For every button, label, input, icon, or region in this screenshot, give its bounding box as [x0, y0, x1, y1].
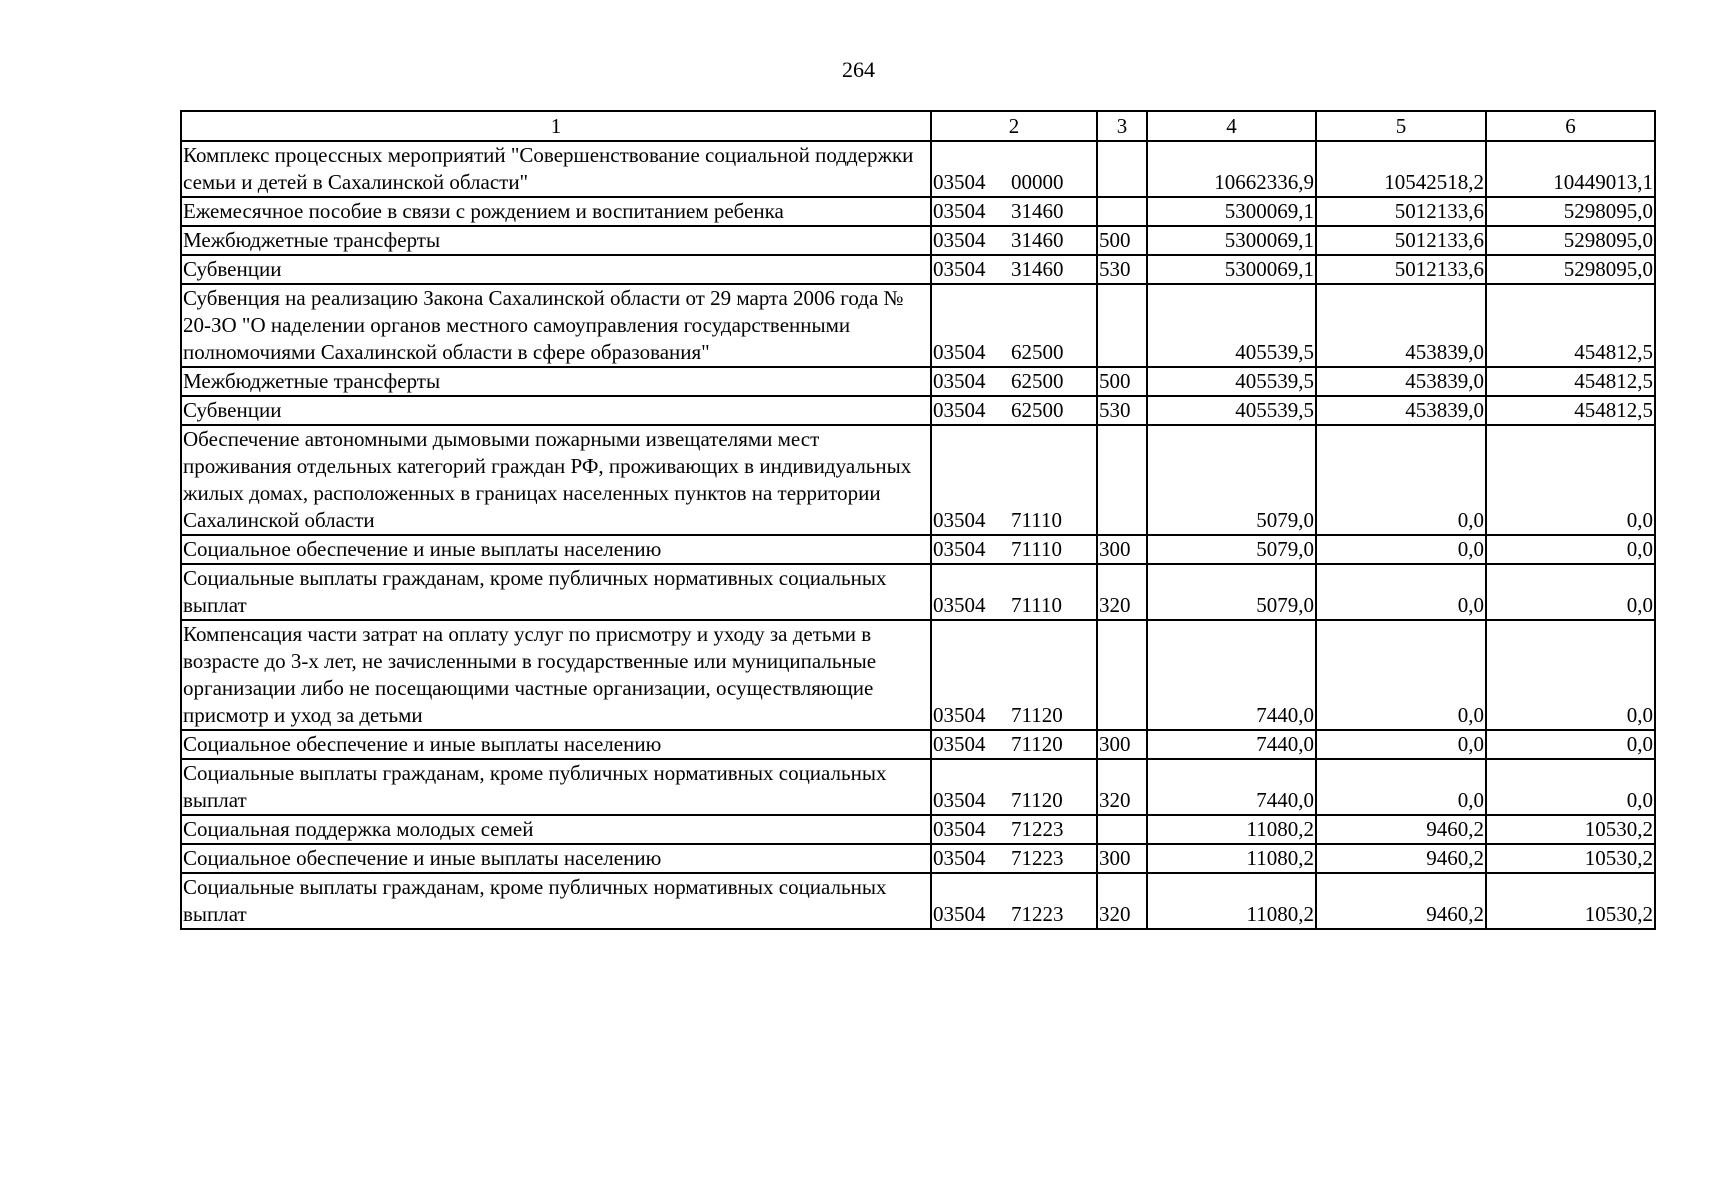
row-value-5: 0,0: [1316, 730, 1486, 759]
row-value-5: 5012133,6: [1316, 226, 1486, 255]
row-code-direction: 31460: [1011, 199, 1064, 223]
row-code: [931, 759, 1097, 815]
row-code: [931, 425, 1097, 535]
column-header-3: 3: [1097, 111, 1147, 141]
row-value-4: 11080,2: [1147, 873, 1316, 929]
row-value-4: 10662336,9: [1147, 141, 1316, 197]
row-value-6: 5298095,0: [1486, 226, 1655, 255]
row-code-section: 03504: [933, 170, 986, 194]
row-code-direction: 71120: [1011, 788, 1063, 812]
row-value-5: 0,0: [1316, 564, 1486, 620]
row-code-section: 03504: [933, 537, 986, 561]
row-code: [931, 535, 1097, 564]
row-code-direction: 62500: [1011, 340, 1064, 364]
row-name: Ежемесячное пособие в связи с рождением и воспитанием ребенка: [181, 197, 931, 226]
row-code-direction: 71223: [1011, 902, 1064, 926]
row-code-direction: 71110: [1011, 508, 1062, 532]
row-value-6: 0,0: [1486, 759, 1655, 815]
table-row: [181, 367, 1655, 396]
row-value-5: 0,0: [1316, 759, 1486, 815]
table-header-row: [181, 111, 1655, 141]
row-code: [931, 284, 1097, 367]
column-header-4: 4: [1147, 111, 1316, 141]
row-value-6: 0,0: [1486, 564, 1655, 620]
row-code: [931, 564, 1097, 620]
table-row: [181, 620, 1655, 730]
row-expense-type: [1097, 197, 1147, 226]
row-name: Межбюджетные трансферты: [181, 367, 931, 396]
row-code-direction: 71120: [1011, 732, 1063, 756]
row-value-5: 5012133,6: [1316, 197, 1486, 226]
row-name: Социальное обеспечение и иные выплаты населению: [181, 844, 931, 873]
row-name: Социальные выплаты гражданам, кроме публичных нормативных социальных выплат: [181, 759, 931, 815]
row-code-direction: 71110: [1011, 537, 1062, 561]
row-value-4: 5300069,1: [1147, 197, 1316, 226]
row-name: Социальная поддержка молодых семей: [181, 815, 931, 844]
row-expense-type: 300: [1097, 535, 1147, 564]
column-header-6: 6: [1486, 111, 1655, 141]
row-code: [931, 815, 1097, 844]
row-value-5: 10542518,2: [1316, 141, 1486, 197]
row-expense-type: 320: [1097, 759, 1147, 815]
row-name: Социальное обеспечение и иные выплаты населению: [181, 730, 931, 759]
row-expense-type: [1097, 284, 1147, 367]
row-code-section: 03504: [933, 817, 986, 841]
row-value-6: 5298095,0: [1486, 255, 1655, 284]
column-header-1: 1: [181, 111, 931, 141]
row-code-section: 03504: [933, 369, 986, 393]
row-expense-type: 300: [1097, 844, 1147, 873]
row-value-5: 9460,2: [1316, 815, 1486, 844]
row-name: Обеспечение автономными дымовыми пожарными извещателями мест проживания отдельных категорий граждан РФ, проживающих в индивидуальных жилых домах, расположенных в границах населенных пунктов на территории Сахалинской области: [181, 425, 931, 535]
row-value-4: 5300069,1: [1147, 255, 1316, 284]
page-number: 264: [842, 57, 875, 82]
row-value-6: 454812,5: [1486, 396, 1655, 425]
table-row: [181, 815, 1655, 844]
row-name: Компенсация части затрат на оплату услуг по присмотру и уходу за детьми в возрасте до 3-х лет, не зачисленными в государственные или муниципальные организации либо не посещающими частные организации, осуществляющие присмотр и уход за детьми: [181, 620, 931, 730]
row-code-direction: 00000: [1011, 170, 1064, 194]
column-header-2: 2: [931, 111, 1097, 141]
table-row: [181, 425, 1655, 535]
row-name: Межбюджетные трансферты: [181, 226, 931, 255]
table-row: [181, 197, 1655, 226]
row-expense-type: 320: [1097, 873, 1147, 929]
table-row: [181, 396, 1655, 425]
table-row: [181, 564, 1655, 620]
row-code: [931, 197, 1097, 226]
row-value-4: 11080,2: [1147, 844, 1316, 873]
budget-table: [180, 110, 1656, 930]
row-code-direction: 62500: [1011, 369, 1064, 393]
row-value-4: 5079,0: [1147, 535, 1316, 564]
row-value-5: 0,0: [1316, 620, 1486, 730]
row-expense-type: 300: [1097, 730, 1147, 759]
row-code-section: 03504: [933, 902, 986, 926]
row-code-section: 03504: [933, 846, 986, 870]
row-value-4: 11080,2: [1147, 815, 1316, 844]
row-expense-type: 530: [1097, 396, 1147, 425]
row-expense-type: 500: [1097, 367, 1147, 396]
row-name: Субвенции: [181, 255, 931, 284]
row-expense-type: [1097, 425, 1147, 535]
row-code-direction: 71223: [1011, 817, 1064, 841]
row-name: Социальные выплаты гражданам, кроме публичных нормативных социальных выплат: [181, 873, 931, 929]
row-value-4: 7440,0: [1147, 620, 1316, 730]
row-code-section: 03504: [933, 732, 986, 756]
row-code-section: 03504: [933, 257, 986, 281]
row-code-section: 03504: [933, 340, 986, 364]
row-value-5: 9460,2: [1316, 873, 1486, 929]
row-code-section: 03504: [933, 398, 986, 422]
row-code-direction: 71223: [1011, 846, 1064, 870]
row-value-6: 10449013,1: [1486, 141, 1655, 197]
row-value-6: 10530,2: [1486, 873, 1655, 929]
row-code-section: 03504: [933, 508, 986, 532]
row-code-direction: 31460: [1011, 228, 1064, 252]
row-code: [931, 255, 1097, 284]
row-name: Субвенция на реализацию Закона Сахалинской области от 29 марта 2006 года № 20-ЗО "О наделении органов местного самоуправления государственными полномочиями Сахалинской области в сфере образования": [181, 284, 931, 367]
table-row: [181, 844, 1655, 873]
table-row: [181, 759, 1655, 815]
row-code: [931, 367, 1097, 396]
row-code-direction: 71110: [1011, 593, 1062, 617]
row-name: Субвенции: [181, 396, 931, 425]
row-value-4: 7440,0: [1147, 730, 1316, 759]
row-value-6: 10530,2: [1486, 844, 1655, 873]
row-value-5: 453839,0: [1316, 367, 1486, 396]
row-value-4: 405539,5: [1147, 396, 1316, 425]
row-expense-type: [1097, 141, 1147, 197]
row-code: [931, 620, 1097, 730]
row-value-4: 405539,5: [1147, 367, 1316, 396]
row-value-4: 5079,0: [1147, 564, 1316, 620]
row-value-4: 5300069,1: [1147, 226, 1316, 255]
row-code: [931, 730, 1097, 759]
row-code-section: 03504: [933, 593, 986, 617]
row-value-4: 405539,5: [1147, 284, 1316, 367]
row-expense-type: 500: [1097, 226, 1147, 255]
row-value-6: 0,0: [1486, 620, 1655, 730]
row-code-section: 03504: [933, 703, 986, 727]
row-code-direction: 31460: [1011, 257, 1064, 281]
row-value-4: 5079,0: [1147, 425, 1316, 535]
table-row: [181, 255, 1655, 284]
row-value-5: 0,0: [1316, 425, 1486, 535]
row-code-direction: 71120: [1011, 703, 1063, 727]
table-row: [181, 141, 1655, 197]
row-code: [931, 141, 1097, 197]
row-code: [931, 844, 1097, 873]
row-name: Социальное обеспечение и иные выплаты населению: [181, 535, 931, 564]
row-code-direction: 62500: [1011, 398, 1064, 422]
row-value-5: 453839,0: [1316, 396, 1486, 425]
row-value-6: 454812,5: [1486, 284, 1655, 367]
row-value-6: 5298095,0: [1486, 197, 1655, 226]
row-code: [931, 226, 1097, 255]
row-value-6: 0,0: [1486, 730, 1655, 759]
row-value-5: 453839,0: [1316, 284, 1486, 367]
row-name: Комплекс процессных мероприятий "Совершенствование социальной поддержки семьи и детей в Сахалинской области": [181, 141, 931, 197]
table-row: [181, 226, 1655, 255]
row-expense-type: 530: [1097, 255, 1147, 284]
column-header-5: 5: [1316, 111, 1486, 141]
row-code: [931, 873, 1097, 929]
table-row: [181, 284, 1655, 367]
row-value-5: 0,0: [1316, 535, 1486, 564]
row-value-4: 7440,0: [1147, 759, 1316, 815]
row-value-5: 9460,2: [1316, 844, 1486, 873]
row-code-section: 03504: [933, 788, 986, 812]
table-row: [181, 730, 1655, 759]
row-expense-type: 320: [1097, 564, 1147, 620]
row-value-6: 10530,2: [1486, 815, 1655, 844]
row-code: [931, 396, 1097, 425]
row-code-section: 03504: [933, 199, 986, 223]
table-row: [181, 873, 1655, 929]
row-expense-type: [1097, 815, 1147, 844]
row-value-6: 454812,5: [1486, 367, 1655, 396]
row-expense-type: [1097, 620, 1147, 730]
row-code-section: 03504: [933, 228, 986, 252]
row-value-6: 0,0: [1486, 425, 1655, 535]
row-name: Социальные выплаты гражданам, кроме публичных нормативных социальных выплат: [181, 564, 931, 620]
table-row: [181, 535, 1655, 564]
row-value-5: 5012133,6: [1316, 255, 1486, 284]
row-value-6: 0,0: [1486, 535, 1655, 564]
